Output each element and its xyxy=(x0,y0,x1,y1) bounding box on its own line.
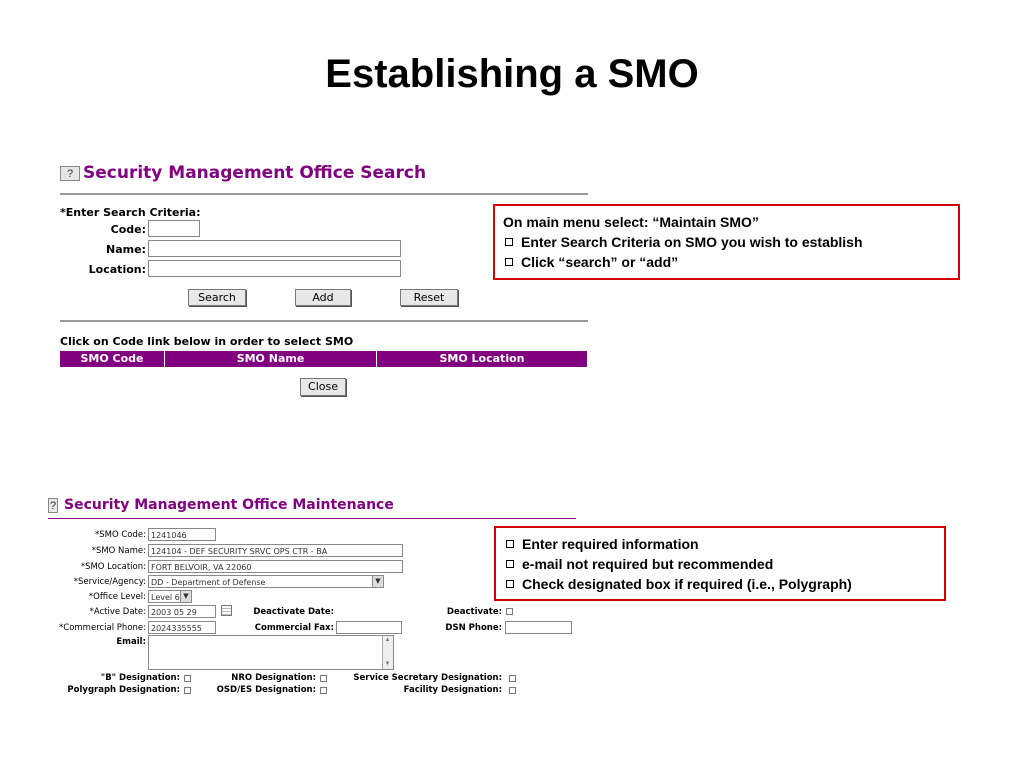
checkbox-bullet-icon xyxy=(505,258,513,266)
callout-box-search xyxy=(493,204,960,280)
column-header-smo-location[interactable]: SMO Location xyxy=(377,351,587,367)
facility-label: Facility Designation: xyxy=(403,685,502,695)
column-header-smo-name[interactable]: SMO Name xyxy=(165,351,377,367)
checkbox-bullet-icon xyxy=(506,560,514,568)
service-secretary-checkbox[interactable] xyxy=(509,675,516,682)
code-input[interactable] xyxy=(148,220,200,237)
callout-item: Enter required information xyxy=(504,534,936,554)
callout-item: Enter Search Criteria on SMO you wish to establish xyxy=(503,232,950,252)
b-designation-label: "B" Designation: xyxy=(100,673,180,683)
scroll-down-icon[interactable]: ▼ xyxy=(384,661,391,667)
search-button[interactable]: Search xyxy=(188,289,246,306)
active-date-field[interactable]: 2003 05 29 xyxy=(148,605,216,618)
osd-es-label: OSD/ES Designation: xyxy=(216,685,316,695)
smo-name-field[interactable]: 124104 - DEF SECURITY SRVC OPS CTR - BA xyxy=(148,544,403,557)
callout-box-maintenance xyxy=(494,526,946,601)
name-input[interactable] xyxy=(148,240,401,257)
help-button[interactable]: ? xyxy=(49,500,57,512)
commercial-fax-label: Commercial Fax: xyxy=(254,623,334,633)
dsn-phone-label: DSN Phone: xyxy=(445,623,502,633)
deactivate-label: Deactivate: xyxy=(446,607,502,617)
code-label: Code: xyxy=(110,223,146,236)
callout-item: Click “search” or “add” xyxy=(503,252,950,272)
email-textarea[interactable] xyxy=(148,635,394,670)
service-secretary-label: Service Secretary Designation: xyxy=(353,673,502,683)
checkbox-bullet-icon xyxy=(505,238,513,246)
divider xyxy=(48,518,576,519)
smo-location-label: *SMO Location: xyxy=(80,562,146,572)
checkbox-bullet-icon xyxy=(506,580,514,588)
column-header-smo-code[interactable]: SMO Code xyxy=(60,351,165,367)
osd-es-checkbox[interactable] xyxy=(320,687,327,694)
chevron-down-icon: ▼ xyxy=(180,591,191,602)
active-date-label: *Active Date: xyxy=(89,607,146,617)
b-designation-checkbox[interactable] xyxy=(184,675,191,682)
smo-location-field[interactable]: FORT BELVOIR, VA 22060 xyxy=(148,560,403,573)
search-panel-title: Security Management Office Search xyxy=(83,163,427,183)
polygraph-label: Polygraph Designation: xyxy=(67,685,180,695)
slide-title: Establishing a SMO xyxy=(325,52,699,96)
help-button[interactable]: ? xyxy=(60,166,80,181)
service-agency-label: *Service/Agency: xyxy=(73,577,146,587)
smo-code-label: *SMO Code: xyxy=(95,530,146,540)
reset-button[interactable]: Reset xyxy=(400,289,458,306)
commercial-phone-label: *Commercial Phone: xyxy=(59,623,146,633)
smo-code-field[interactable]: 1241046 xyxy=(148,528,216,541)
results-instruction: Click on Code link below in order to select SMO xyxy=(60,335,354,348)
facility-checkbox[interactable] xyxy=(509,687,516,694)
deactivate-date-label: Deactivate Date: xyxy=(253,607,334,617)
office-level-label: *Office Level: xyxy=(88,592,146,602)
smo-name-label: *SMO Name: xyxy=(91,546,146,556)
callout-item: e-mail not required but recommended xyxy=(504,554,936,574)
add-button[interactable]: Add xyxy=(295,289,351,306)
dsn-phone-field[interactable] xyxy=(505,621,572,634)
nro-designation-label: NRO Designation: xyxy=(231,673,316,683)
chevron-down-icon: ▼ xyxy=(372,576,383,587)
deactivate-checkbox[interactable] xyxy=(506,608,513,615)
location-label: Location: xyxy=(88,263,146,276)
callout-item: Check designated box if required (i.e., Polygraph) xyxy=(504,574,936,594)
divider xyxy=(60,193,588,195)
polygraph-checkbox[interactable] xyxy=(184,687,191,694)
name-label: Name: xyxy=(106,243,146,256)
divider xyxy=(60,320,588,322)
location-input[interactable] xyxy=(148,260,401,277)
close-button[interactable]: Close xyxy=(300,378,346,396)
calendar-icon[interactable] xyxy=(221,605,232,616)
service-agency-select[interactable]: DD - Department of Defense ▼ xyxy=(148,575,384,588)
commercial-fax-field[interactable] xyxy=(336,621,402,634)
maintenance-panel-title: Security Management Office Maintenance xyxy=(64,497,394,513)
nro-designation-checkbox[interactable] xyxy=(320,675,327,682)
email-label: Email: xyxy=(116,637,146,647)
scroll-up-icon[interactable]: ▲ xyxy=(384,637,391,643)
callout-heading: On main menu select: “Maintain SMO” xyxy=(503,214,759,230)
commercial-phone-field[interactable]: 2024335555 xyxy=(148,621,216,634)
criteria-label: *Enter Search Criteria: xyxy=(60,206,201,219)
office-level-select[interactable]: Level 6 ▼ xyxy=(148,590,192,603)
checkbox-bullet-icon xyxy=(506,540,514,548)
